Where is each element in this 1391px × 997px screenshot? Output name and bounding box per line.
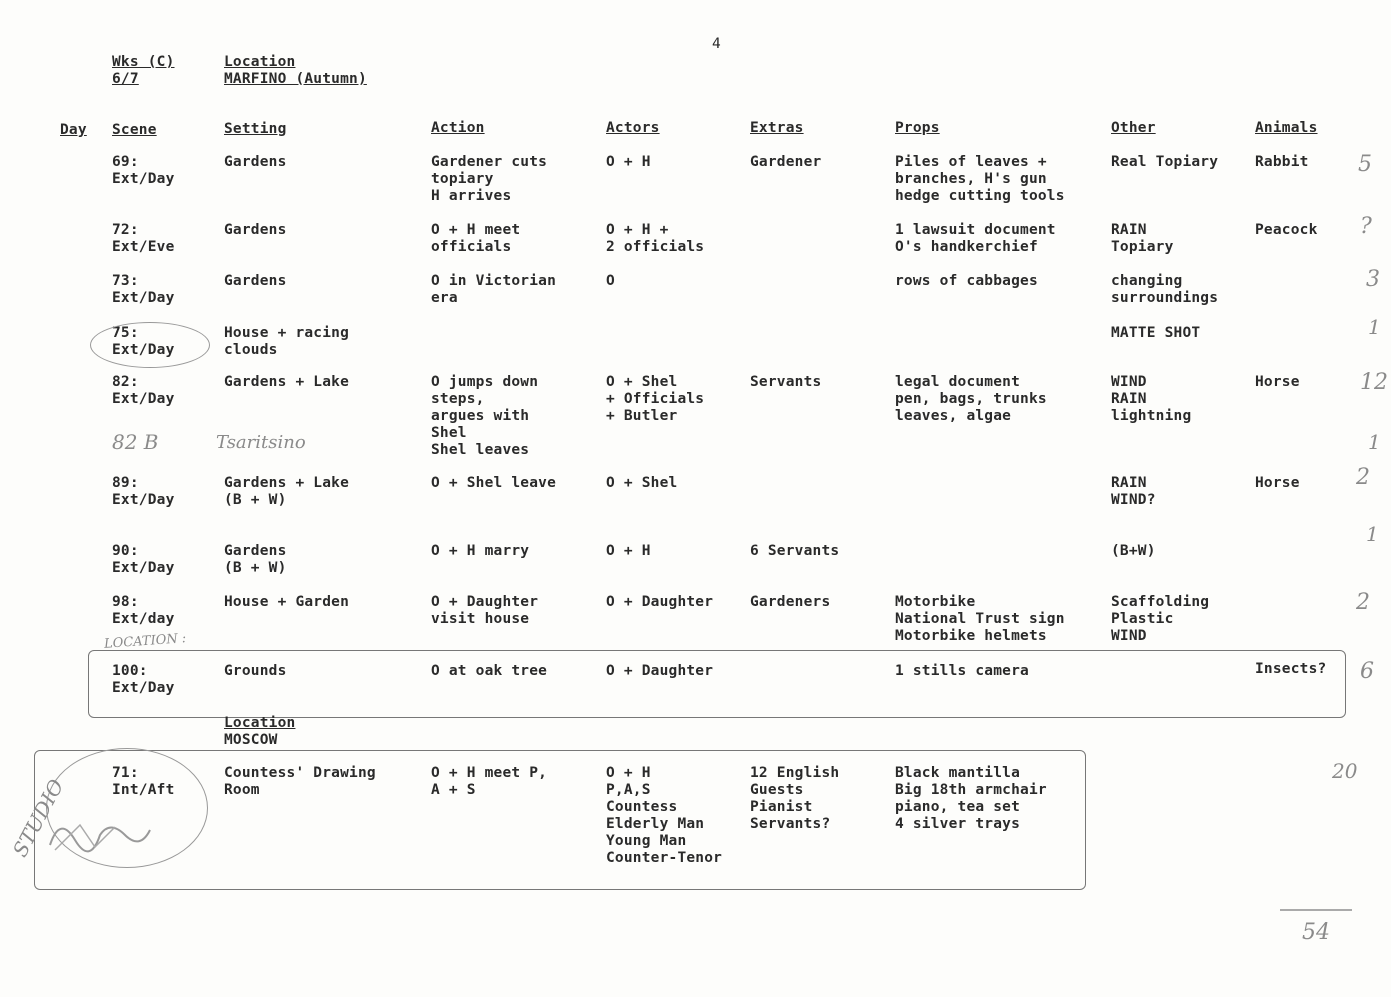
col-extras: Extras [750,120,804,136]
col-action: Action [431,120,485,136]
row-props: Motorbike National Trust sign Motorbike helmets [895,594,1065,644]
row-scene: 82: Ext/Day [112,374,175,407]
row-setting: Gardens [224,154,287,170]
row-action: O jumps down steps, argues with Shel Shel leaves [431,374,539,458]
location-label: Location [224,54,296,70]
row-other: WIND RAIN lightning [1111,374,1192,424]
row-setting: Gardens [224,222,287,238]
row-actors: O [606,273,615,289]
row-margin-count: 5 [1358,152,1372,177]
row-actors: O + H + 2 officials [606,222,705,255]
row-action: O in Victorian era [431,273,557,306]
handwritten-location-note: Tsaritsino [216,432,306,453]
scribble-signature [40,805,160,865]
row-scene: 98: Ext/day [112,594,175,627]
row-action: O + H meet P, A + S [431,765,548,798]
row-actors: O + Shel [606,475,678,491]
row-props: Piles of leaves + branches, H's gun hedge cutting tools [895,154,1065,204]
row-props: legal document pen, bags, trunks leaves, algae [895,374,1047,424]
row-animals: Horse [1255,475,1300,491]
row-other: changing surroundings [1111,273,1219,306]
row-extras: Gardener [750,154,822,170]
page-number: 4 [712,36,721,52]
row-scene: 75: Ext/Day [112,325,175,358]
row-extras: Servants [750,374,822,390]
col-props: Props [895,120,940,136]
highlight-box-scene-100 [88,650,1346,718]
scene-75-circle [90,322,210,368]
row-other: MATTE SHOT [1111,325,1201,341]
row-margin-count: 6 [1360,659,1374,684]
row-other: Real Topiary [1111,154,1219,170]
handwritten-studio: STUDIO [7,775,69,861]
row-other: RAIN Topiary [1111,222,1174,255]
wks-label: Wks (C) [112,54,175,70]
handwritten-location-label: LOCATION : [103,631,187,652]
row-extras: 6 Servants [750,543,840,559]
handwritten-margin-count: 1 [1368,430,1381,454]
location2-value: MOSCOW [224,732,278,748]
row-setting: Gardens + Lake [224,374,350,390]
row-setting: Gardens [224,273,287,289]
row-extras: 12 English Guests Pianist Servants? [750,765,840,832]
row-setting: Countess' Drawing Room [224,765,376,798]
col-day: Day [60,122,87,138]
handwritten-margin-count: 1 [1366,522,1379,546]
row-scene: 73: Ext/Day [112,273,175,306]
row-scene: 100: Ext/Day [112,663,175,696]
location2-label: Location [224,715,296,731]
row-animals: Horse [1255,374,1300,390]
row-margin-count: 20 [1332,759,1358,783]
row-animals: Insects? [1255,661,1327,677]
row-actors: O + Daughter [606,594,714,610]
row-props: 1 lawsuit document O's handkerchief [895,222,1056,255]
col-actors: Actors [606,120,660,136]
row-animals: Peacock [1255,222,1318,238]
row-other: Scaffolding Plastic WIND [1111,594,1210,644]
row-margin-count: 1 [1368,315,1381,339]
row-margin-count: 2 [1356,590,1370,615]
col-animals: Animals [1255,120,1318,136]
row-action: O + Daughter visit house [431,594,539,627]
row-actors: O + Daughter [606,663,714,679]
row-other: (B+W) [1111,543,1156,559]
row-margin-count: ? [1360,214,1372,239]
row-actors: O + Shel + Officials + Butler [606,374,705,424]
row-scene: 69: Ext/Day [112,154,175,187]
col-other: Other [1111,120,1156,136]
row-margin-count: 2 [1356,465,1370,490]
row-props: Black mantilla Big 18th armchair piano, tea set 4 silver trays [895,765,1047,832]
row-other: RAIN WIND? [1111,475,1156,508]
row-scene: 71: Int/Aft [112,765,175,798]
col-setting: Setting [224,121,287,137]
handwritten-total: 54 [1302,920,1330,945]
row-extras: Gardeners [750,594,831,610]
row-actors: O + H [606,543,651,559]
row-props: 1 stills camera [895,663,1029,679]
row-actors: O + H P,A,S Countess Elderly Man Young Man Counter-Tenor [606,765,723,866]
row-scene: 90: Ext/Day [112,543,175,576]
row-setting: Gardens + Lake (B + W) [224,475,350,508]
row-setting: Gardens (B + W) [224,543,287,576]
row-animals: Rabbit [1255,154,1309,170]
row-action: O at oak tree [431,663,548,679]
row-margin-count: 12 [1360,370,1388,395]
row-scene: 89: Ext/Day [112,475,175,508]
col-scene: Scene [112,122,157,138]
row-action: O + Shel leave [431,475,557,491]
row-setting: Grounds [224,663,287,679]
row-action: O + H meet officials [431,222,521,255]
location-value: MARFINO (Autumn) [224,71,367,87]
row-props: rows of cabbages [895,273,1038,289]
row-setting: House + racing clouds [224,325,350,358]
total-rule [1280,909,1352,911]
row-setting: House + Garden [224,594,350,610]
wks-value: 6/7 [112,71,139,87]
row-action: O + H marry [431,543,530,559]
handwritten-scene-82b: 82 B [112,430,159,454]
row-actors: O + H [606,154,651,170]
row-margin-count: 3 [1366,267,1380,292]
row-scene: 72: Ext/Eve [112,222,175,255]
row-action: Gardener cuts topiary H arrives [431,154,548,204]
